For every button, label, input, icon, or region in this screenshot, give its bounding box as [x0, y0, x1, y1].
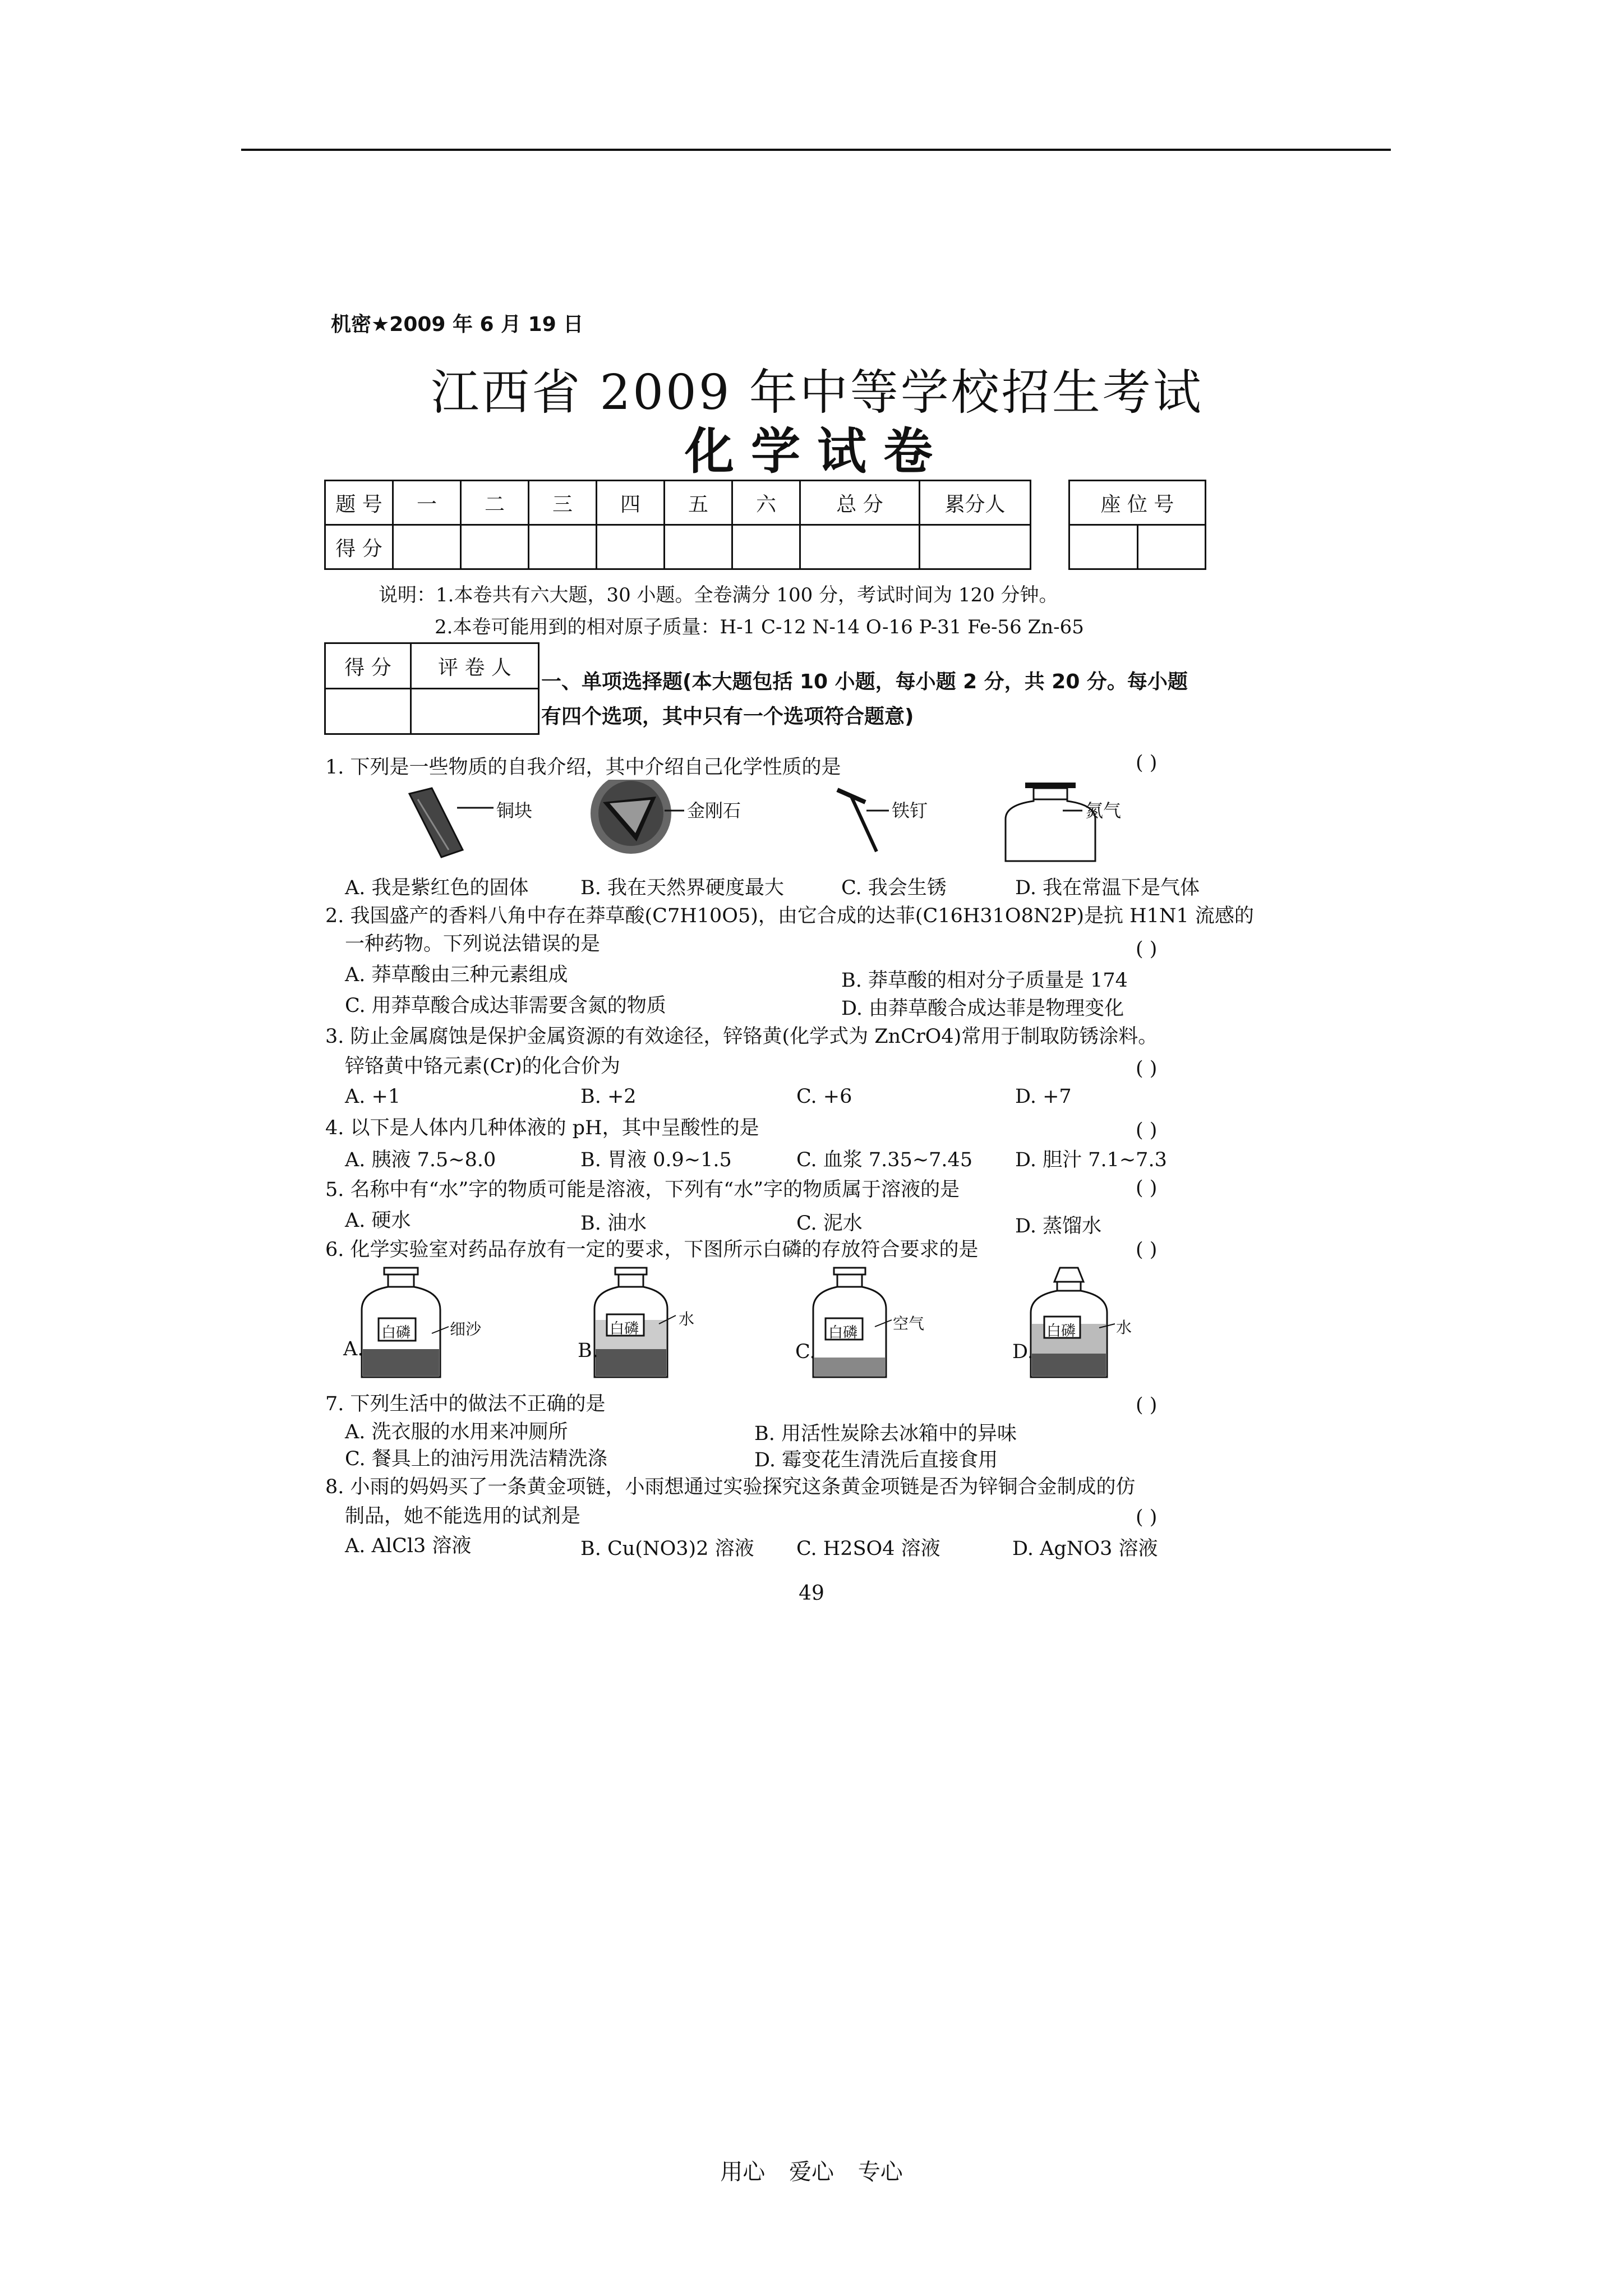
- q7-option-a[interactable]: A. 洗衣服的水用来冲厕所: [345, 1421, 568, 1443]
- answer-blank-5[interactable]: ( ): [1136, 1177, 1158, 1199]
- page-footer: 用心 爱心 专心: [720, 2159, 903, 2185]
- nitrogen-bottle-icon: [1006, 783, 1095, 861]
- score-header-cell: 累分人: [920, 481, 1031, 525]
- seat-number-cell[interactable]: [1069, 525, 1138, 569]
- instructions-line-2: 2.本卷可能用到的相对原子质量：H-1 C-12 N-14 O-16 P-31 Fe-56 Zn-65: [435, 616, 1084, 638]
- jar-c-side-label: 空气: [893, 1314, 925, 1333]
- question-7-text: 7. 下列生活中的做法不正确的是: [325, 1393, 606, 1415]
- q3-option-d[interactable]: D. +7: [1015, 1085, 1072, 1108]
- q7-option-b[interactable]: B. 用活性炭除去冰箱中的异味: [754, 1423, 1017, 1445]
- confidential-date: 机密★2009 年 6 月 19 日: [331, 313, 584, 336]
- q4-option-a[interactable]: A. 胰液 7.5~8.0: [345, 1149, 496, 1171]
- answer-blank-4[interactable]: ( ): [1136, 1119, 1158, 1142]
- q7-option-c[interactable]: C. 餐具上的油污用洗洁精洗涤: [345, 1448, 607, 1470]
- jar-b-label: 白磷: [610, 1320, 639, 1337]
- seat-number-label: 座 位 号: [1069, 481, 1206, 525]
- score-header-cell: 一: [393, 481, 461, 525]
- q3-option-c[interactable]: C. +6: [796, 1085, 852, 1108]
- score-table-score-row: [325, 525, 1031, 569]
- answer-blank-6[interactable]: ( ): [1136, 1239, 1158, 1261]
- grader-name-cell[interactable]: [411, 689, 539, 734]
- question-3-line-2: 锌铬黄中铬元素(Cr)的化合价为: [345, 1055, 620, 1078]
- q6-option-b[interactable]: B.: [578, 1340, 598, 1362]
- image-label-nitrogen: 氮气: [1085, 800, 1122, 821]
- score-table-header-row: [325, 481, 1031, 525]
- q3-option-a[interactable]: A. +1: [345, 1085, 401, 1108]
- image-label-nail: 铁钉: [892, 800, 928, 821]
- jar-c-label: 白磷: [828, 1324, 858, 1341]
- q8-option-b[interactable]: B. Cu(NO3)2 溶液: [580, 1538, 754, 1560]
- exam-title: 江西省 2009 年中等学校招生考试: [431, 365, 1204, 421]
- q2-option-c[interactable]: C. 用莽草酸合成达菲需要含氮的物质: [345, 995, 666, 1017]
- score-input-cell[interactable]: [732, 525, 800, 569]
- q5-option-b[interactable]: B. 油水: [580, 1212, 647, 1235]
- question-8-line-2: 制品，她不能选用的试剂是: [345, 1505, 581, 1527]
- score-input-cell[interactable]: [597, 525, 665, 569]
- answer-blank-1[interactable]: ( ): [1136, 752, 1158, 774]
- q6-option-a[interactable]: A.: [343, 1338, 364, 1360]
- q6-option-d[interactable]: D.: [1012, 1341, 1034, 1363]
- grader-score-cell[interactable]: [325, 689, 411, 734]
- exam-subtitle: 化学试卷: [684, 422, 949, 480]
- score-input-cell[interactable]: [393, 525, 461, 569]
- q4-option-c[interactable]: C. 血浆 7.35~7.45: [796, 1149, 973, 1171]
- score-header-cell: 六: [732, 481, 800, 525]
- q2-option-b[interactable]: B. 莽草酸的相对分子质量是 174: [841, 969, 1128, 992]
- jar-d-label: 白磷: [1046, 1323, 1076, 1340]
- grader-table: [324, 642, 540, 735]
- q1-option-d[interactable]: D. 我在常温下是气体: [1015, 877, 1200, 899]
- q6-option-c[interactable]: C.: [795, 1341, 816, 1363]
- answer-blank-2[interactable]: ( ): [1136, 938, 1158, 960]
- score-header-cell: 总 分: [800, 481, 920, 525]
- score-input-cell[interactable]: [800, 525, 920, 569]
- q4-option-d[interactable]: D. 胆汁 7.1~7.3: [1015, 1149, 1167, 1171]
- seat-number-table: [1068, 480, 1206, 570]
- q4-option-b[interactable]: B. 胃液 0.9~1.5: [580, 1149, 732, 1171]
- q2-option-d[interactable]: D. 由莽草酸合成达菲是物理变化: [841, 997, 1124, 1020]
- question-4-text: 4. 以下是人体内几种体液的 pH，其中呈酸性的是: [325, 1117, 759, 1139]
- image-label-copper: 铜块: [496, 800, 533, 821]
- q2-option-a[interactable]: A. 莽草酸由三种元素组成: [345, 964, 568, 986]
- page-number: 49: [799, 1582, 824, 1605]
- score-header-cell: 四: [597, 481, 665, 525]
- q8-option-d[interactable]: D. AgNO3 溶液: [1012, 1538, 1158, 1560]
- iron-nail-icon: [837, 790, 889, 852]
- section-1-heading: 一、单项选择题(本大题包括 10 小题，每小题 2 分，共 20 分。每小题有四个选项，其中只有一个选项符合题意): [541, 670, 1188, 728]
- score-header-cell: 五: [665, 481, 732, 525]
- score-input-cell[interactable]: [920, 525, 1031, 569]
- jar-b-side-label: 水: [679, 1310, 695, 1328]
- copper-block-icon: [409, 788, 494, 857]
- top-rule: [241, 149, 1391, 151]
- grader-name-label: 评 卷 人: [411, 643, 539, 689]
- image-label-diamond: 金刚石: [687, 800, 741, 821]
- question-1-text: 1. 下列是一些物质的自我介绍，其中介绍自己化学性质的是: [325, 756, 841, 779]
- q1-option-a[interactable]: A. 我是紫红色的固体: [345, 877, 529, 899]
- score-input-cell[interactable]: [665, 525, 732, 569]
- diamond-icon: [591, 780, 684, 854]
- question-3-line-1: 3. 防止金属腐蚀是保护金属资源的有效途径，锌铬黄(化学式为 ZnCrO4)常用于制取防锈涂料。: [325, 1025, 1158, 1048]
- question-6-text: 6. 化学实验室对药品存放有一定的要求，下图所示白磷的存放符合要求的是: [325, 1239, 979, 1261]
- question-2-line-2: 一种药物。下列说法错误的是: [345, 933, 601, 955]
- score-header-cell: 三: [529, 481, 597, 525]
- q8-option-c[interactable]: C. H2SO4 溶液: [796, 1538, 940, 1560]
- score-input-cell[interactable]: [461, 525, 529, 569]
- jar-a-label: 白磷: [381, 1324, 411, 1341]
- q7-option-d[interactable]: D. 霉变花生清洗后直接食用: [754, 1449, 998, 1471]
- score-row-label: 得 分: [325, 525, 393, 569]
- score-table: [324, 480, 1031, 570]
- q3-option-b[interactable]: B. +2: [580, 1085, 637, 1108]
- grader-score-label: 得 分: [325, 643, 411, 689]
- q5-option-c[interactable]: C. 泥水: [796, 1212, 863, 1235]
- answer-blank-7[interactable]: ( ): [1136, 1394, 1158, 1416]
- score-header-cell: 二: [461, 481, 529, 525]
- question-5-text: 5. 名称中有“水”字的物质可能是溶液，下列有“水”字的物质属于溶液的是: [325, 1179, 960, 1201]
- question-2-line-1: 2. 我国盛产的香料八角中存在莽草酸(C7H10O5)，由它合成的达菲(C16H31O8N2P)是抗 H1N1 流感的: [325, 905, 1254, 927]
- question-8-line-1: 8. 小雨的妈妈买了一条黄金项链，小雨想通过实验探究这条黄金项链是否为锌铜合金制成的仿: [325, 1476, 1136, 1498]
- jar-d-side-label: 水: [1116, 1318, 1132, 1337]
- instructions-line-1: 说明：1.本卷共有六大题，30 小题。全卷满分 100 分，考试时间为 120 分钟。: [379, 584, 1058, 606]
- seat-number-cell[interactable]: [1137, 525, 1206, 569]
- q1-option-c[interactable]: C. 我会生锈: [841, 877, 947, 899]
- q5-option-a[interactable]: A. 硬水: [345, 1209, 411, 1232]
- answer-blank-3[interactable]: ( ): [1136, 1057, 1158, 1080]
- score-header-cell: 题 号: [325, 481, 393, 525]
- q5-option-d[interactable]: D. 蒸馏水: [1015, 1215, 1102, 1237]
- score-input-cell[interactable]: [529, 525, 597, 569]
- answer-blank-8[interactable]: ( ): [1136, 1506, 1158, 1529]
- q8-option-a[interactable]: A. AlCl3 溶液: [345, 1535, 472, 1557]
- jar-a-side-label: 细沙: [450, 1320, 482, 1338]
- q1-option-b[interactable]: B. 我在天然界硬度最大: [580, 877, 784, 899]
